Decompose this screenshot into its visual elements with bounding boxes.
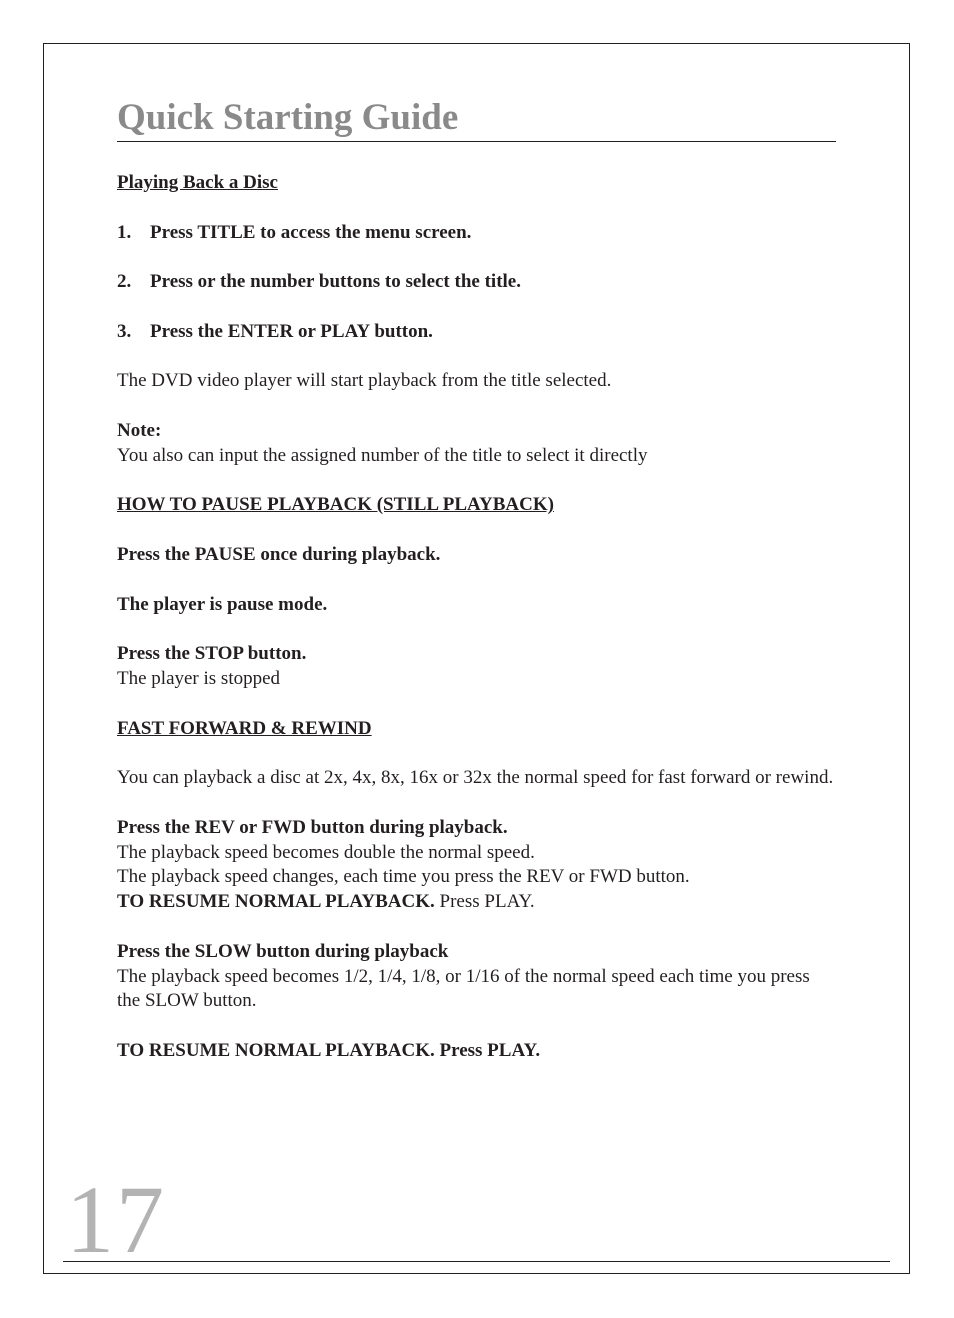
rev-fwd-line-1: The playback speed becomes double the normal speed. <box>117 841 535 863</box>
resume-plain: Press PLAY. <box>434 891 535 913</box>
step-number: 2. <box>117 271 132 293</box>
step-2 <box>117 270 837 295</box>
page-title: Quick Starting Guide <box>117 97 459 138</box>
resume-line <box>117 890 837 915</box>
page-content <box>117 171 837 1064</box>
pause-instruction: Press the PAUSE once during playback. <box>117 543 441 565</box>
section-heading-ffrew: FAST FORWARD & REWIND <box>117 717 372 739</box>
step-text: Press or the number buttons to select the title. <box>150 271 521 293</box>
ffrew-intro: You can playback a disc at 2x, 4x, 8x, 16x or 32x the normal speed for fast forward or rewind. <box>117 767 834 789</box>
footer-rule <box>63 1261 890 1262</box>
page-number: 17 <box>66 1166 166 1273</box>
step-text: Press TITLE to access the menu screen. <box>150 221 472 243</box>
step-3 <box>117 320 837 345</box>
title-underline <box>117 141 836 142</box>
step-text: Press the ENTER or PLAY button. <box>150 320 433 342</box>
rev-fwd-line-2: The playback speed changes, each time you press the REV or FWD button. <box>117 866 690 888</box>
playback-result: The DVD video player will start playback from the title selected. <box>117 370 612 392</box>
step-number: 3. <box>117 320 132 342</box>
step-1 <box>117 221 837 246</box>
note-text: You also can input the assigned number of the title to select it directly <box>117 444 648 466</box>
stop-instruction: Press the STOP button. <box>117 643 307 665</box>
step-number: 1. <box>117 221 132 243</box>
resume-final: TO RESUME NORMAL PLAYBACK. Press PLAY. <box>117 1039 541 1061</box>
section-heading-pause: HOW TO PAUSE PLAYBACK (STILL PLAYBACK) <box>117 494 554 516</box>
pause-state: The player is pause mode. <box>117 593 328 615</box>
resume-bold: TO RESUME NORMAL PLAYBACK. <box>117 891 435 913</box>
slow-text: The playback speed becomes 1/2, 1/4, 1/8, or 1/16 of the normal speed each time you press the SLOW button. <box>117 965 810 1012</box>
stop-state: The player is stopped <box>117 667 281 689</box>
slow-instruction: Press the SLOW button during playback <box>117 940 449 962</box>
rev-fwd-instruction: Press the REV or FWD button during playback. <box>117 816 508 838</box>
note-label: Note: <box>117 419 162 441</box>
section-heading-playback: Playing Back a Disc <box>117 172 278 193</box>
